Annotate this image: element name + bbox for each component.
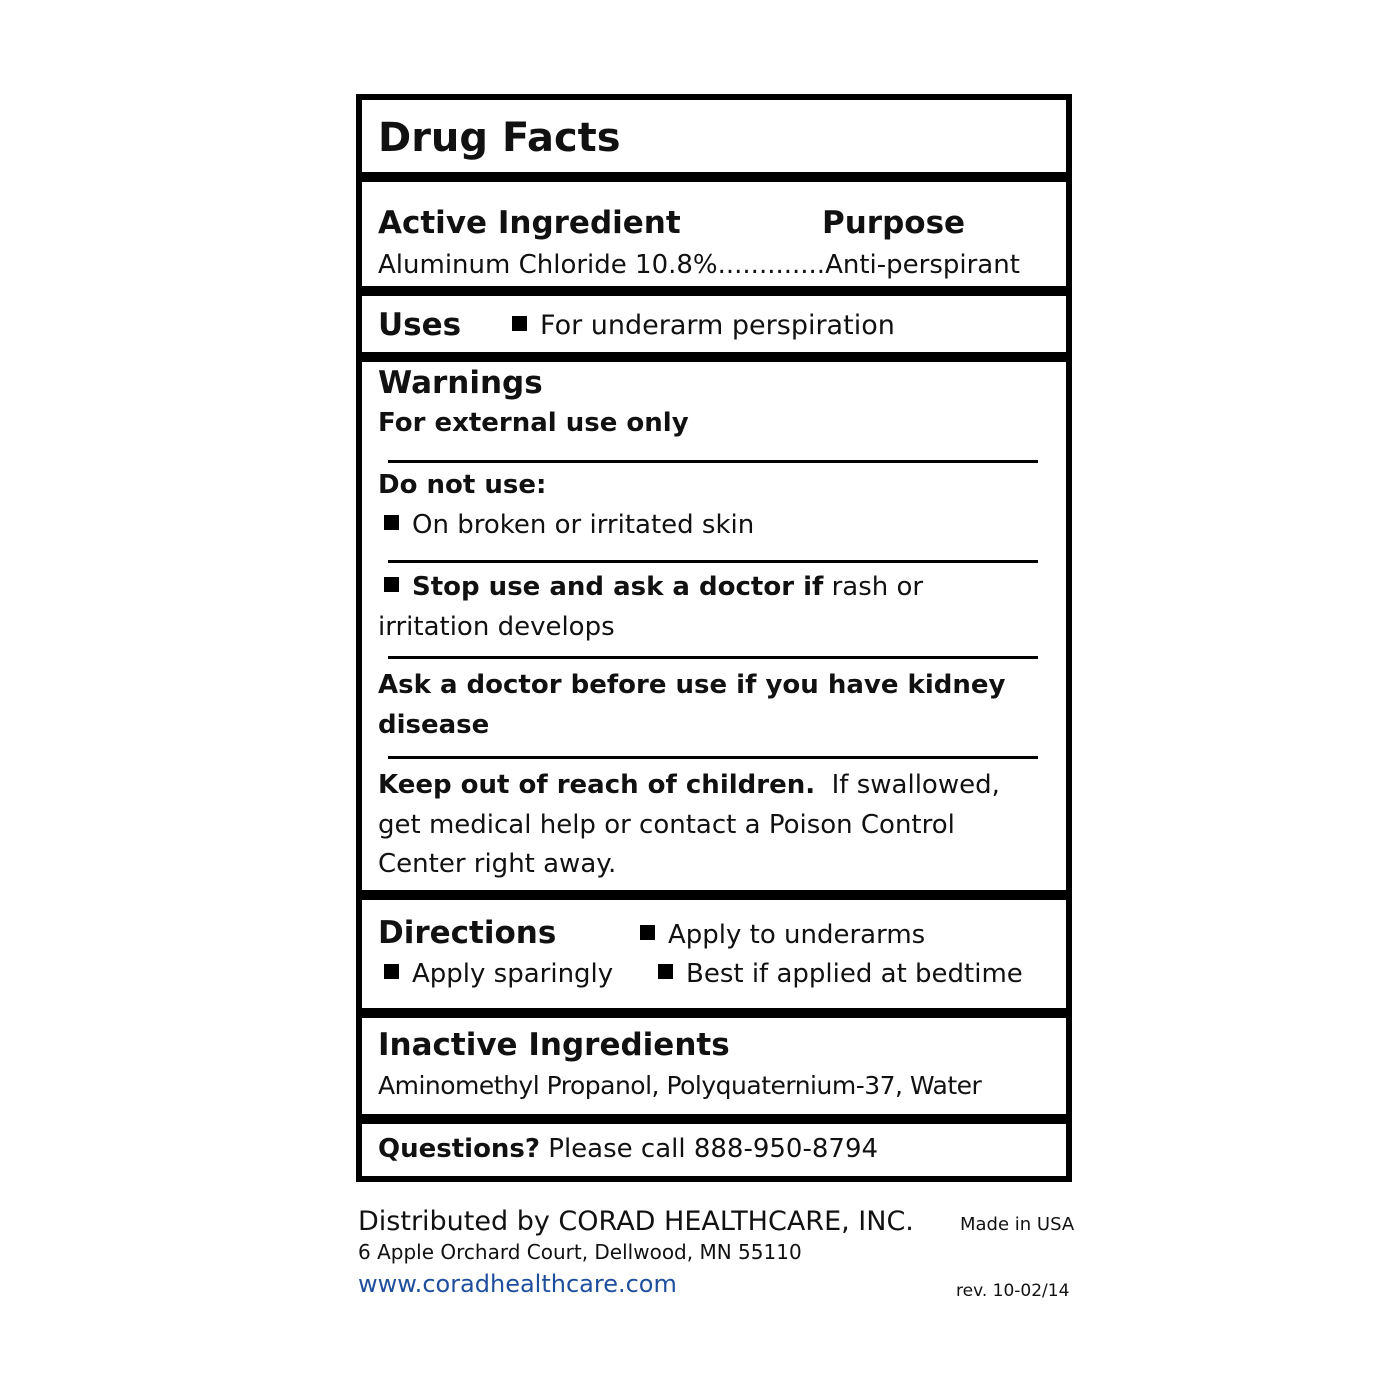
- questions-phone: Please call 888-950-8794: [548, 1134, 879, 1164]
- do-not-use-heading: Do not use:: [378, 470, 547, 500]
- address-text: 6 Apple Orchard Court, Dellwood, MN 55110: [358, 1240, 802, 1264]
- divider-line: [388, 656, 1038, 659]
- bullet-square-icon: [384, 964, 399, 979]
- uses-item: [512, 312, 895, 339]
- stop-use-rest: rash or: [831, 572, 924, 602]
- revision-text: rev. 10-02/14: [956, 1281, 1070, 1301]
- divider-line: [388, 460, 1038, 463]
- stop-use-line2: irritation develops: [378, 612, 615, 642]
- keep-out-line1: [378, 772, 1000, 798]
- keep-out-bold: Keep out of reach of children.: [378, 770, 816, 800]
- leader-dots: .............: [717, 250, 826, 280]
- made-in-text: Made in USA: [960, 1214, 1075, 1235]
- active-purpose: Anti-perspirant: [825, 250, 1020, 280]
- questions-bold: Questions?: [378, 1134, 540, 1164]
- uses-item-text: For underarm perspiration: [540, 310, 895, 341]
- ask-doctor-line1: Ask a doctor before use if you have kidney: [378, 670, 1006, 700]
- ask-doctor-line2: disease: [378, 710, 490, 740]
- keep-out-line2: get medical help or contact a Poison Control: [378, 810, 955, 840]
- inactive-ingredients-list: Aminomethyl Propanol, Polyquaternium-37, Water: [378, 1071, 982, 1100]
- directions-item2: [384, 961, 613, 987]
- directions-item3-text: Best if applied at bedtime: [686, 959, 1023, 989]
- directions-item1-text: Apply to underarms: [668, 920, 926, 950]
- questions-line: [378, 1136, 878, 1162]
- uses-heading: Uses: [378, 307, 462, 343]
- stop-use-bold: Stop use and ask a doctor if: [412, 572, 824, 602]
- warnings-section: [362, 362, 1066, 890]
- bullet-square-icon: [512, 316, 527, 331]
- label-title: Drug Facts: [378, 115, 621, 161]
- stop-use-line1: [384, 574, 923, 600]
- title-section: [362, 100, 1066, 172]
- distributor-text: Distributed by CORAD HEALTHCARE, INC.: [358, 1206, 914, 1237]
- active-ingredient-name: Aluminum Chloride 10.8%: [378, 250, 718, 280]
- bullet-square-icon: [658, 964, 673, 979]
- directions-item2-text: Apply sparingly: [412, 959, 614, 989]
- warnings-heading: Warnings: [378, 365, 543, 401]
- directions-item3: [658, 961, 1023, 987]
- directions-section: [362, 900, 1066, 1008]
- divider-line: [388, 756, 1038, 759]
- active-ingredient-heading: Active Ingredient: [378, 205, 681, 241]
- inactive-ingredients-heading: Inactive Ingredients: [378, 1027, 730, 1063]
- directions-heading: Directions: [378, 915, 557, 951]
- active-ingredient-section: [362, 182, 1066, 286]
- bullet-square-icon: [384, 577, 399, 592]
- questions-section: [362, 1124, 1066, 1176]
- drug-facts-label: [356, 94, 1072, 1182]
- inactive-ingredients-section: [362, 1018, 1066, 1114]
- uses-section: [362, 296, 1066, 352]
- website-link[interactable]: www.coradhealthcare.com: [358, 1270, 677, 1298]
- divider-line: [388, 560, 1038, 563]
- do-not-use-text: On broken or irritated skin: [412, 510, 755, 540]
- active-ingredient-line: [378, 252, 1020, 278]
- keep-out-rest: If swallowed,: [831, 770, 1000, 800]
- do-not-use-item: [384, 512, 754, 538]
- bullet-square-icon: [384, 515, 399, 530]
- purpose-heading: Purpose: [822, 205, 966, 241]
- directions-item1: [640, 922, 925, 948]
- external-use-text: For external use only: [378, 408, 689, 438]
- bullet-square-icon: [640, 925, 655, 940]
- keep-out-line3: Center right away.: [378, 849, 617, 879]
